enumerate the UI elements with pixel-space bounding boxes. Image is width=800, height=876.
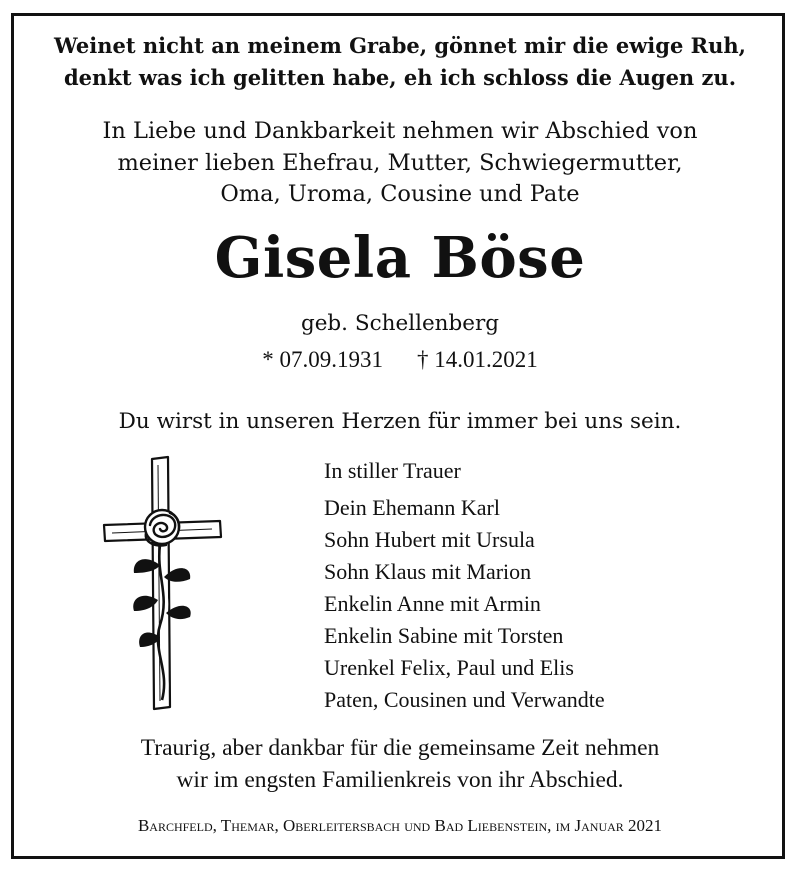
footer-place-date: Barchfeld, Themar, Oberleitersbach und Bad Liebenstein, im Januar 2021 xyxy=(137,816,663,835)
closing-line-1: Traurig, aber dankbar für die gemeinsame Zeit nehmen xyxy=(140,735,660,761)
closing-text xyxy=(0,732,800,796)
mourner-entry: Sohn Hubert mit Ursula xyxy=(324,527,535,552)
mourner-entry: Paten, Cousinen und Verwandte xyxy=(324,687,605,712)
birth-name: geb. Schellenberg xyxy=(300,311,500,336)
mourner-entry: Sohn Klaus mit Marion xyxy=(324,559,532,584)
death-date: † 14.01.2021 xyxy=(417,347,538,372)
intro-text xyxy=(0,116,800,211)
deceased-name: Gisela Böse xyxy=(214,225,586,291)
verse xyxy=(0,30,800,94)
mourner-entry: Enkelin Sabine mit Torsten xyxy=(324,623,564,648)
verse-line-1: Weinet nicht an meinem Grabe, gönnet mir die ewige Ruh, xyxy=(54,33,746,58)
life-dates xyxy=(0,343,800,377)
cross-with-rose-icon xyxy=(100,455,224,711)
mourner-entry: Dein Ehemann Karl xyxy=(324,495,500,520)
intro-line-1: In Liebe und Dankbarkeit nehmen wir Abschied von xyxy=(102,118,698,144)
birth-date: * 07.09.1931 xyxy=(262,347,383,372)
mourners-heading: In stiller Trauer xyxy=(324,458,461,483)
closing-line-2: wir im engsten Familienkreis von ihr Abschied. xyxy=(176,767,624,793)
verse-line-2: denkt was ich gelitten habe, eh ich schloss die Augen zu. xyxy=(63,65,737,90)
intro-line-2: meiner lieben Ehefrau, Mutter, Schwiegermutter, xyxy=(117,149,683,176)
mourners-list xyxy=(324,455,605,716)
motto: Du wirst in unseren Herzen für immer bei uns sein. xyxy=(118,409,682,434)
intro-line-3: Oma, Uroma, Cousine und Pate xyxy=(220,181,580,207)
mourner-entry: Urenkel Felix, Paul und Elis xyxy=(324,655,574,680)
mourner-entry: Enkelin Anne mit Armin xyxy=(324,591,541,616)
